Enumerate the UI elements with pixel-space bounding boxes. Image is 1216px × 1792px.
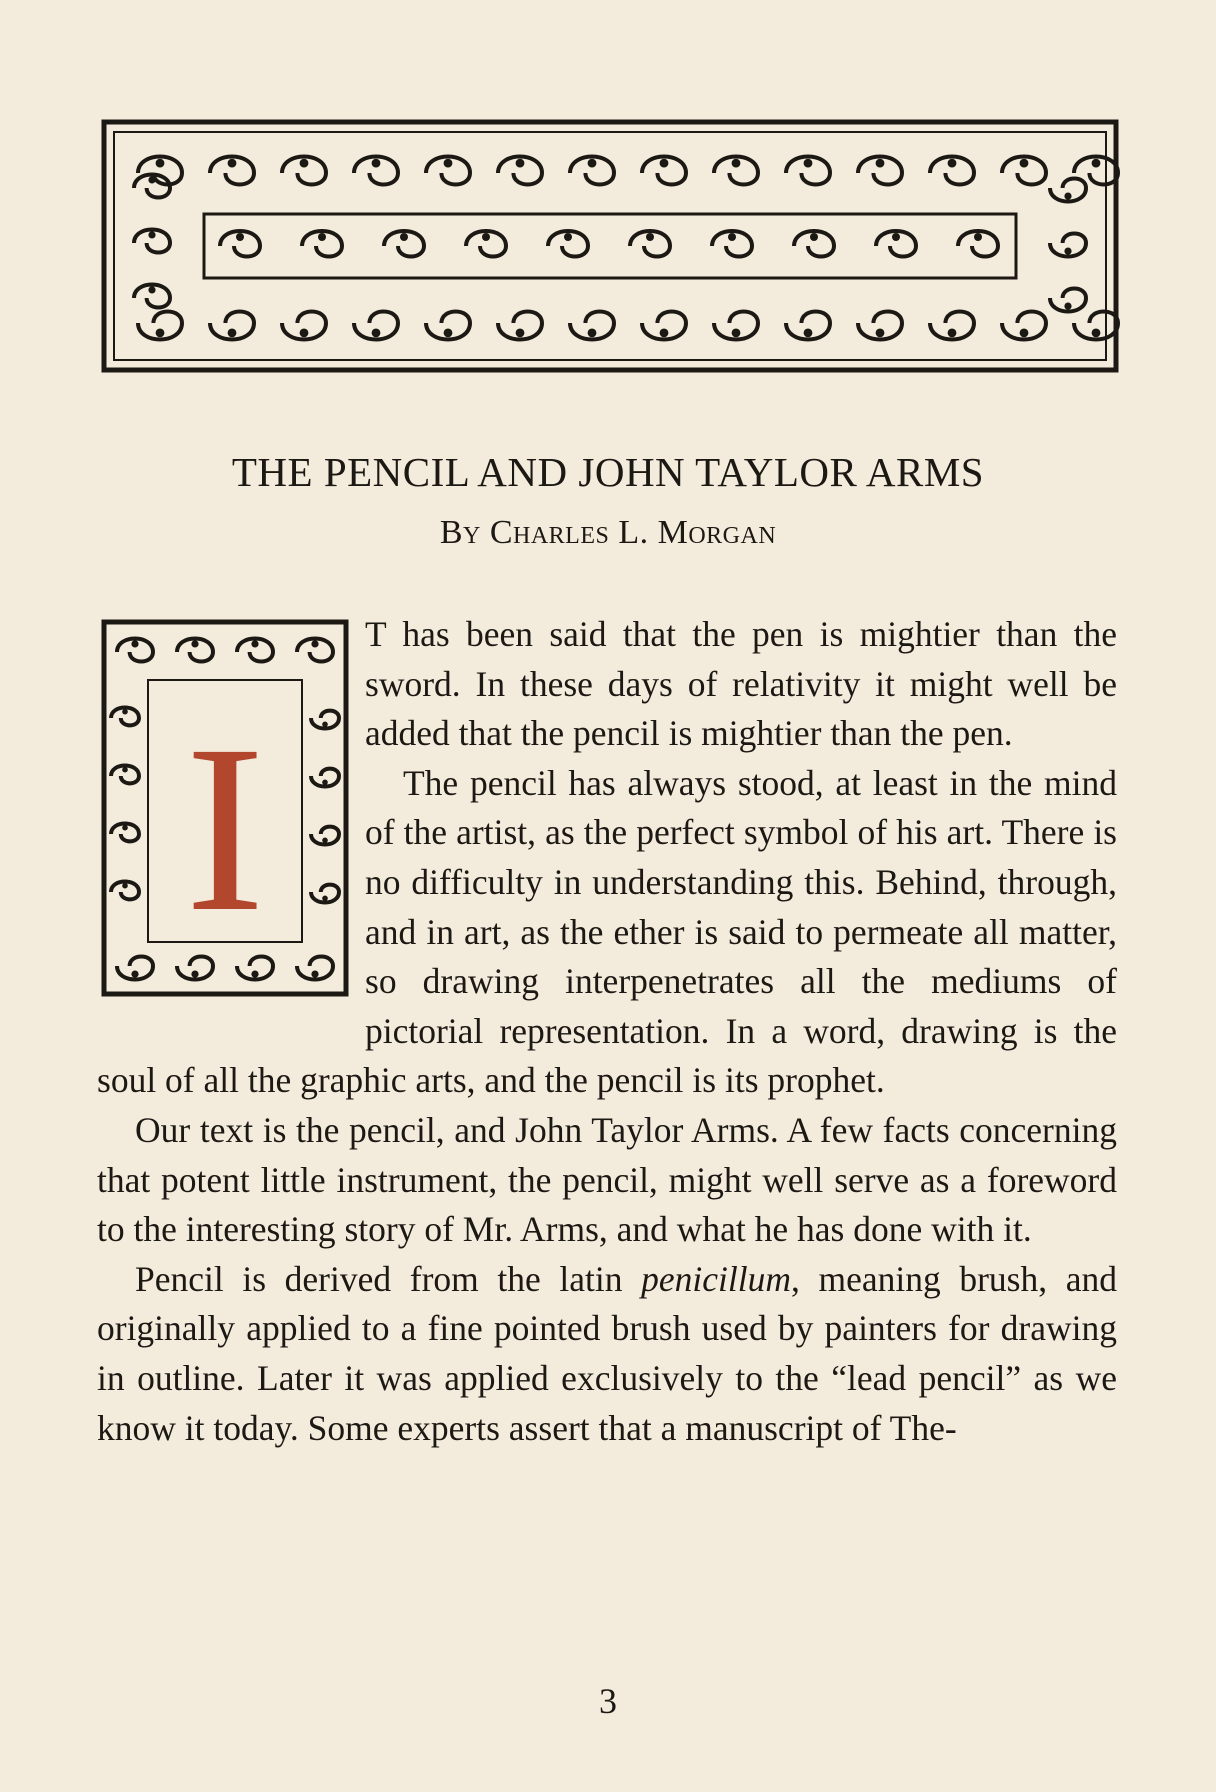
paragraph-4-end: , meaning brush, and originally applied to a fine pointed brush used by painters for drawing in outline. Later it was applied exclusively to the “lead pencil” as we know it today. Some experts assert that a manuscript of The-	[97, 1258, 1117, 1448]
drop-cap-letter: I	[185, 695, 265, 961]
paragraph-3: Our text is the pencil, and John Taylor Arms. A few facts concerning that potent little instrument, the pencil, might well serve as a foreword to the interesting story of Mr. Arms, and what he has done with it.	[97, 1109, 1117, 1250]
headpiece-ornament	[100, 118, 1120, 374]
paragraph-4-start: Pencil is derived from the latin	[135, 1258, 642, 1299]
article-body	[97, 610, 1117, 1453]
ornamental-border-icon	[100, 118, 1120, 374]
article-title: THE PENCIL AND JOHN TAYLOR ARMS	[231, 449, 985, 495]
latin-term: penicillum	[641, 1258, 791, 1299]
paragraph-1: T has been said that the pen is mightier than the sword. In these days of relativity it might well be added that the pencil is mightier than the pen.	[365, 614, 1117, 754]
page-number: 3	[599, 1681, 617, 1721]
paragraph-2: The pencil has always stood, at least in the mind of the artist, as the perfect symbol of his art. There is no difficulty in understanding this. Behind, through, and in art, as the ether is said to permeate all matter, so drawing interpenetrates all the mediums of pictorial representation. In a word, drawing is the soul of all the graphic arts, and the pencil is its prophet.	[97, 762, 1117, 1101]
paragraph-4	[97, 1255, 1117, 1453]
article-byline: By Charles L. Morgan	[439, 514, 777, 551]
drop-cap-spacer	[97, 610, 365, 1008]
